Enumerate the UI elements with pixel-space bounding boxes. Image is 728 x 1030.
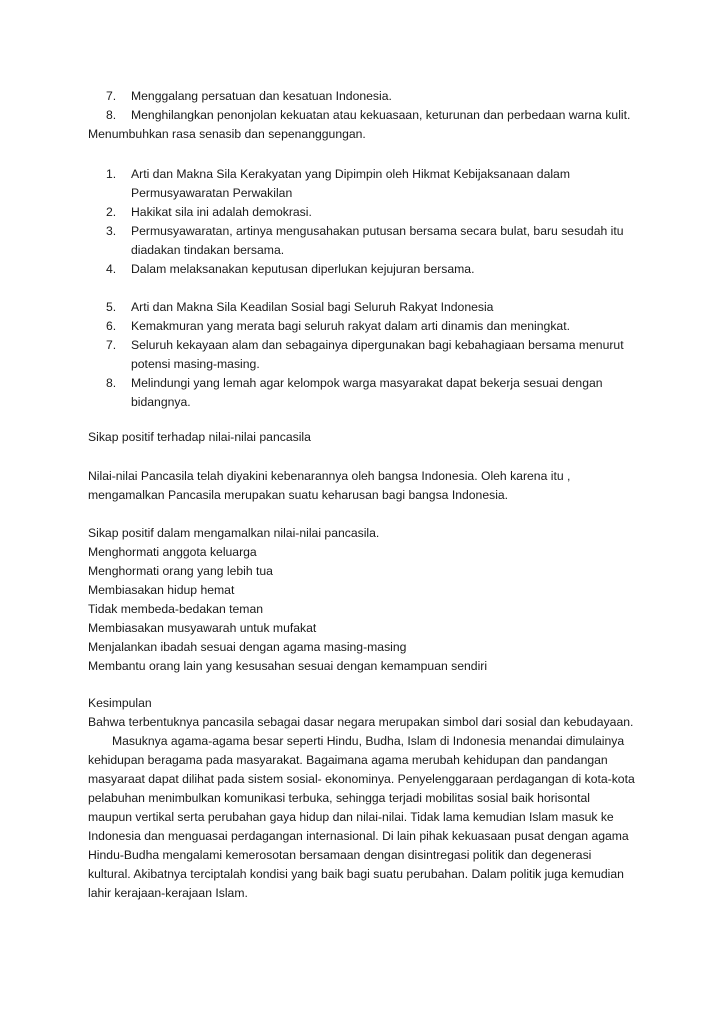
list-item-text: Hakikat sila ini adalah demokrasi. [131, 205, 312, 219]
paragraph-line: Tidak membeda-bedakan teman [88, 602, 264, 616]
paragraph-line: lahir kerajaan-kerajaan Islam. [88, 886, 248, 900]
list-item-text: Arti dan Makna Sila Kerakyatan yang Dipimpin oleh Hikmat Kebijaksanaan dalam [131, 167, 570, 181]
paragraph-line: Membiasakan hidup hemat [88, 583, 235, 597]
paragraph-line: kehidupan beragama pada masyarakat. Bagaimana agama merubah kehidupan dan pandangan [88, 753, 608, 767]
paragraph-line: Menjalankan ibadah sesuai dengan agama masing-masing [88, 640, 407, 654]
list-item-number: 6. [106, 319, 117, 333]
paragraph-line: Masuknya agama-agama besar seperti Hindu, Budha, Islam di Indonesia menandai dimulainya [112, 734, 625, 748]
list-item-number: 7. [106, 338, 117, 352]
list-item-number: 5. [106, 300, 117, 314]
paragraph-line: Membiasakan musyawarah untuk mufakat [88, 621, 317, 635]
list-item-text: Melindungi yang lemah agar kelompok warga masyarakat dapat bekerja sesuai dengan [131, 376, 603, 390]
paragraph-line: kultural. Akibatnya terciptalah kondisi yang baik bagi suatu perubahan. Dalam politik juga kemudian [88, 867, 624, 881]
list-item-number: 1. [106, 167, 117, 181]
list-item-text: Seluruh kekayaan alam dan sebagainya dipergunakan bagi kebahagiaan bersama menurut [131, 338, 624, 352]
list-item-text: Menggalang persatuan dan kesatuan Indonesia. [131, 89, 392, 103]
list-item-text: Dalam melaksanakan keputusan diperlukan kejujuran bersama. [131, 262, 475, 276]
list-item-text: potensi masing-masing. [131, 357, 260, 371]
paragraph-line: Membantu orang lain yang kesusahan sesuai dengan kemampuan sendiri [88, 659, 488, 673]
list-item-number: 8. [106, 108, 117, 122]
list-item-number: 2. [106, 205, 117, 219]
section-heading: Sikap positif terhadap nilai-nilai pancasila [88, 430, 311, 444]
list-item-text: Permusyawaratan Perwakilan [131, 186, 293, 200]
list-item-text: Menghilangkan penonjolan kekuatan atau kekuasaan, keturunan dan perbedaan warna kulit. [131, 108, 631, 122]
list-item-number: 4. [106, 262, 117, 276]
list-item-text: diadakan tindakan bersama. [131, 243, 285, 257]
list-item-number: 3. [106, 224, 117, 238]
list-item-number: 7. [106, 89, 117, 103]
paragraph-line: Nilai-nilai Pancasila telah diyakini kebenarannya oleh bangsa Indonesia. Oleh karena itu , [88, 469, 571, 483]
paragraph-line: masyaraat dapat dilihat pada sistem sosial- ekonominya. Penyelenggaraan perdagangan di kota-kota [88, 772, 635, 786]
paragraph-line: Bahwa terbentuknya pancasila sebagai dasar negara merupakan simbol dari sosial dan kebudayaan. [88, 715, 634, 729]
paragraph-line: maupun vertikal serta perubahan gaya hidup dan nilai-nilai. Tidak lama kemudian Islam masuk ke [88, 810, 614, 824]
paragraph-line: pelabuhan menimbulkan komunikasi terbuka, sehingga terjadi mobilitas sosial baik horisontal [88, 791, 591, 805]
list-item-text: Arti dan Makna Sila Keadilan Sosial bagi Seluruh Rakyat Indonesia [131, 300, 494, 314]
list-item-text: bidangnya. [131, 395, 191, 409]
paragraph-line: mengamalkan Pancasila merupakan suatu keharusan bagi bangsa Indonesia. [88, 488, 509, 502]
paragraph-line: Menghormati anggota keluarga [88, 545, 257, 559]
paragraph-line: Menumbuhkan rasa senasib dan sepenanggungan. [88, 127, 366, 141]
list-item-number: 8. [106, 376, 117, 390]
paragraph-line: Hindu-Budha mengalami kemerosotan bersamaan dengan disintregasi politik dan degenerasi [88, 848, 592, 862]
list-item-text: Permusyawaratan, artinya mengusahakan putusan bersama secara bulat, baru sesudah itu [131, 224, 624, 238]
list-item-text: Kemakmuran yang merata bagi seluruh rakyat dalam arti dinamis dan meningkat. [131, 319, 570, 333]
paragraph-line: Sikap positif dalam mengamalkan nilai-nilai pancasila. [88, 526, 380, 540]
paragraph-line: Menghormati orang yang lebih tua [88, 564, 273, 578]
section-heading: Kesimpulan [88, 696, 152, 710]
paragraph-line: Indonesia dan menguasai perdagangan internasional. Di lain pihak kekuasaan pusat dengan agama [88, 829, 629, 843]
